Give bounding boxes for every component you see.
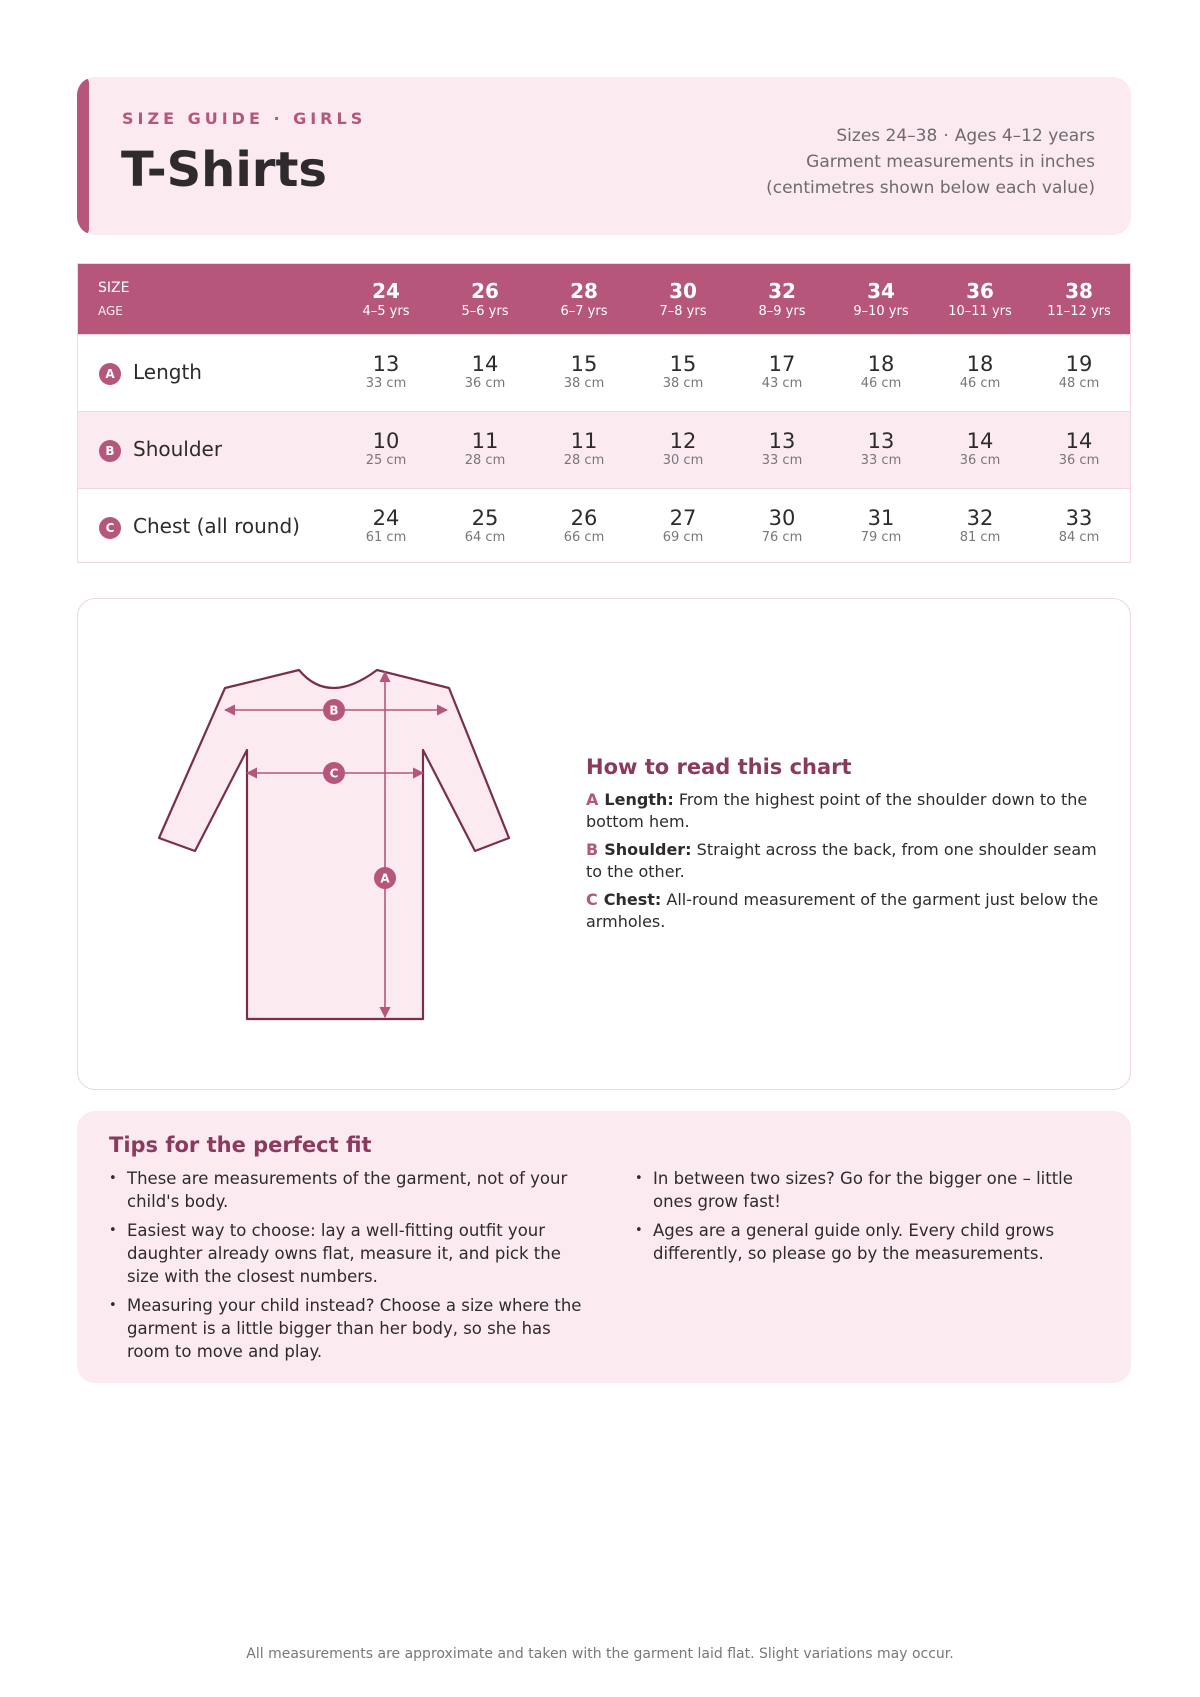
age-value: 4–5 yrs (362, 304, 410, 319)
age-label: AGE (98, 304, 123, 318)
inch-value: 15 (570, 352, 598, 376)
size-value: 24 (372, 279, 400, 303)
table-cell (338, 335, 434, 391)
cm-value: 61 cm (365, 530, 407, 545)
marker-b (323, 699, 345, 721)
table-cell (1031, 489, 1127, 545)
inch-value: 10 (372, 429, 400, 453)
inch-value: 19 (1065, 352, 1093, 376)
eyebrow: SIZE GUIDE · GIRLS (122, 109, 367, 128)
cm-value: 46 cm (860, 376, 902, 391)
svg-text:B: B (329, 703, 339, 718)
inch-value: 12 (669, 429, 697, 453)
table-cell (635, 412, 731, 468)
cm-value: 46 cm (959, 376, 1001, 391)
meta-separator: · (943, 126, 949, 146)
cm-value: 38 cm (662, 376, 704, 391)
inch-value: 33 (1065, 506, 1093, 530)
row-label: Shoulder (133, 437, 223, 461)
howto-item-chest: C Chest: All-round measurement of the garment just below the armholes. (586, 890, 1099, 931)
age-value: 10–11 yrs (948, 304, 1012, 319)
table-row-chest (78, 488, 1130, 565)
table-cell (932, 335, 1028, 391)
tips-list-left (109, 1167, 589, 1369)
inch-value: 14 (966, 429, 994, 453)
cm-value: 36 cm (1058, 453, 1100, 468)
tip-item: • Easiest way to choose: lay a well-fitting outfit your daughter already owns flat, measure it, and pick the size with the closest numbers. (109, 1219, 589, 1288)
tips-list-right (635, 1167, 1095, 1271)
table-cell (437, 489, 533, 545)
table-cell (1031, 412, 1127, 468)
table-cell (338, 412, 434, 468)
table-cell (932, 489, 1028, 545)
cm-value: 36 cm (464, 376, 506, 391)
table-cell (833, 489, 929, 545)
inch-value: 26 (570, 506, 598, 530)
table-cell (734, 335, 830, 391)
marker-c (323, 762, 345, 784)
inch-value: 14 (1065, 429, 1093, 453)
age-value: 6–7 yrs (560, 304, 608, 319)
cm-value: 33 cm (860, 453, 902, 468)
page-title: T-Shirts (121, 142, 327, 198)
age-value: 8–9 yrs (758, 304, 806, 319)
cm-value: 25 cm (365, 453, 407, 468)
inch-value: 13 (372, 352, 400, 376)
size-table (77, 263, 1131, 563)
inch-value: 13 (867, 429, 895, 453)
meta-cm: (centimetres shown below each value) (766, 178, 1095, 198)
inch-value: 24 (372, 506, 400, 530)
size-value: 26 (471, 279, 499, 303)
age-value: 7–8 yrs (659, 304, 707, 319)
inch-value: 18 (966, 352, 994, 376)
tip-item: • These are measurements of the garment, not of your child's body. (109, 1167, 589, 1213)
size-column-header (932, 264, 1028, 319)
tips-title: Tips for the perfect fit (109, 1133, 372, 1157)
cm-value: 33 cm (761, 453, 803, 468)
table-row-shoulder (78, 411, 1130, 488)
inch-value: 18 (867, 352, 895, 376)
cm-value: 66 cm (563, 530, 605, 545)
size-value: 36 (966, 279, 994, 303)
table-cell (536, 335, 632, 391)
size-value: 38 (1065, 279, 1093, 303)
cm-value: 28 cm (464, 453, 506, 468)
inch-value: 17 (768, 352, 796, 376)
cm-value: 84 cm (1058, 530, 1100, 545)
table-header (78, 264, 1130, 334)
size-value: 34 (867, 279, 895, 303)
header-meta (766, 123, 1095, 201)
table-cell (635, 335, 731, 391)
meta-ages: Ages 4–12 years (954, 126, 1095, 146)
cm-value: 48 cm (1058, 376, 1100, 391)
how-to-read (586, 755, 1106, 939)
cm-value: 33 cm (365, 376, 407, 391)
size-value: 32 (768, 279, 796, 303)
marker-a (374, 867, 396, 889)
size-value: 28 (570, 279, 598, 303)
table-cell (437, 335, 533, 391)
cm-value: 28 cm (563, 453, 605, 468)
size-value: 30 (669, 279, 697, 303)
size-column-header (1031, 264, 1127, 319)
table-cell (734, 489, 830, 545)
cm-value: 64 cm (464, 530, 506, 545)
cm-value: 76 cm (761, 530, 803, 545)
howto-title: How to read this chart (586, 755, 852, 779)
size-label: SIZE (98, 280, 130, 296)
inch-value: 15 (669, 352, 697, 376)
age-value: 5–6 yrs (461, 304, 509, 319)
table-cell (635, 489, 731, 545)
size-column-header (536, 264, 632, 319)
size-column-header (437, 264, 533, 319)
table-cell (932, 412, 1028, 468)
age-value: 11–12 yrs (1047, 304, 1111, 319)
inch-value: 25 (471, 506, 499, 530)
inch-value: 11 (471, 429, 499, 453)
table-cell (536, 412, 632, 468)
inch-value: 14 (471, 352, 499, 376)
size-column-header (833, 264, 929, 319)
cm-value: 79 cm (860, 530, 902, 545)
meta-sizes: Sizes 24–38 (836, 126, 938, 146)
howto-item-length: A Length: From the highest point of the shoulder down to the bottom hem. (586, 790, 1088, 831)
accent-bar (77, 77, 89, 235)
tshirt-outline (159, 670, 509, 1019)
cm-value: 43 cm (761, 376, 803, 391)
tip-item: • Ages are a general guide only. Every child grows differently, so please go by the measurements. (635, 1219, 1095, 1265)
inch-value: 13 (768, 429, 796, 453)
inch-value: 11 (570, 429, 598, 453)
svg-text:A: A (380, 871, 390, 886)
cm-value: 81 cm (959, 530, 1001, 545)
row-key-badge: C (99, 517, 121, 539)
table-row-length (78, 334, 1130, 411)
diagram-card (77, 598, 1131, 1090)
howto-item-shoulder: B Shoulder: Straight across the back, from one shoulder seam to the other. (586, 840, 1097, 881)
cm-value: 38 cm (563, 376, 605, 391)
inch-value: 30 (768, 506, 796, 530)
cm-value: 30 cm (662, 453, 704, 468)
tip-item: • In between two sizes? Go for the bigger one – little ones grow fast! (635, 1167, 1095, 1213)
table-cell (833, 335, 929, 391)
age-value: 9–10 yrs (853, 304, 909, 319)
size-column-header (635, 264, 731, 319)
table-cell (536, 489, 632, 545)
svg-text:C: C (329, 766, 339, 781)
table-cell (437, 412, 533, 468)
inch-value: 31 (867, 506, 895, 530)
cm-value: 69 cm (662, 530, 704, 545)
inch-value: 27 (669, 506, 697, 530)
tips-card (77, 1111, 1131, 1383)
table-cell (338, 489, 434, 545)
meta-units: Garment measurements in inches (806, 152, 1095, 172)
table-cell (734, 412, 830, 468)
table-cell (833, 412, 929, 468)
footer-note: All measurements are approximate and taken with the garment laid flat. Slight variations may occur. (246, 1646, 954, 1662)
inch-value: 32 (966, 506, 994, 530)
cm-value: 36 cm (959, 453, 1001, 468)
tip-item: • Measuring your child instead? Choose a size where the garment is a little bigger than her body, so she has room to move and play. (109, 1294, 589, 1363)
size-column-header (734, 264, 830, 319)
row-key-badge: B (99, 440, 121, 462)
table-cell (1031, 335, 1127, 391)
row-label: Length (133, 360, 202, 384)
header-card (77, 77, 1131, 235)
size-column-header (338, 264, 434, 319)
row-label: Chest (all round) (133, 514, 300, 538)
row-key-badge: A (99, 363, 121, 385)
